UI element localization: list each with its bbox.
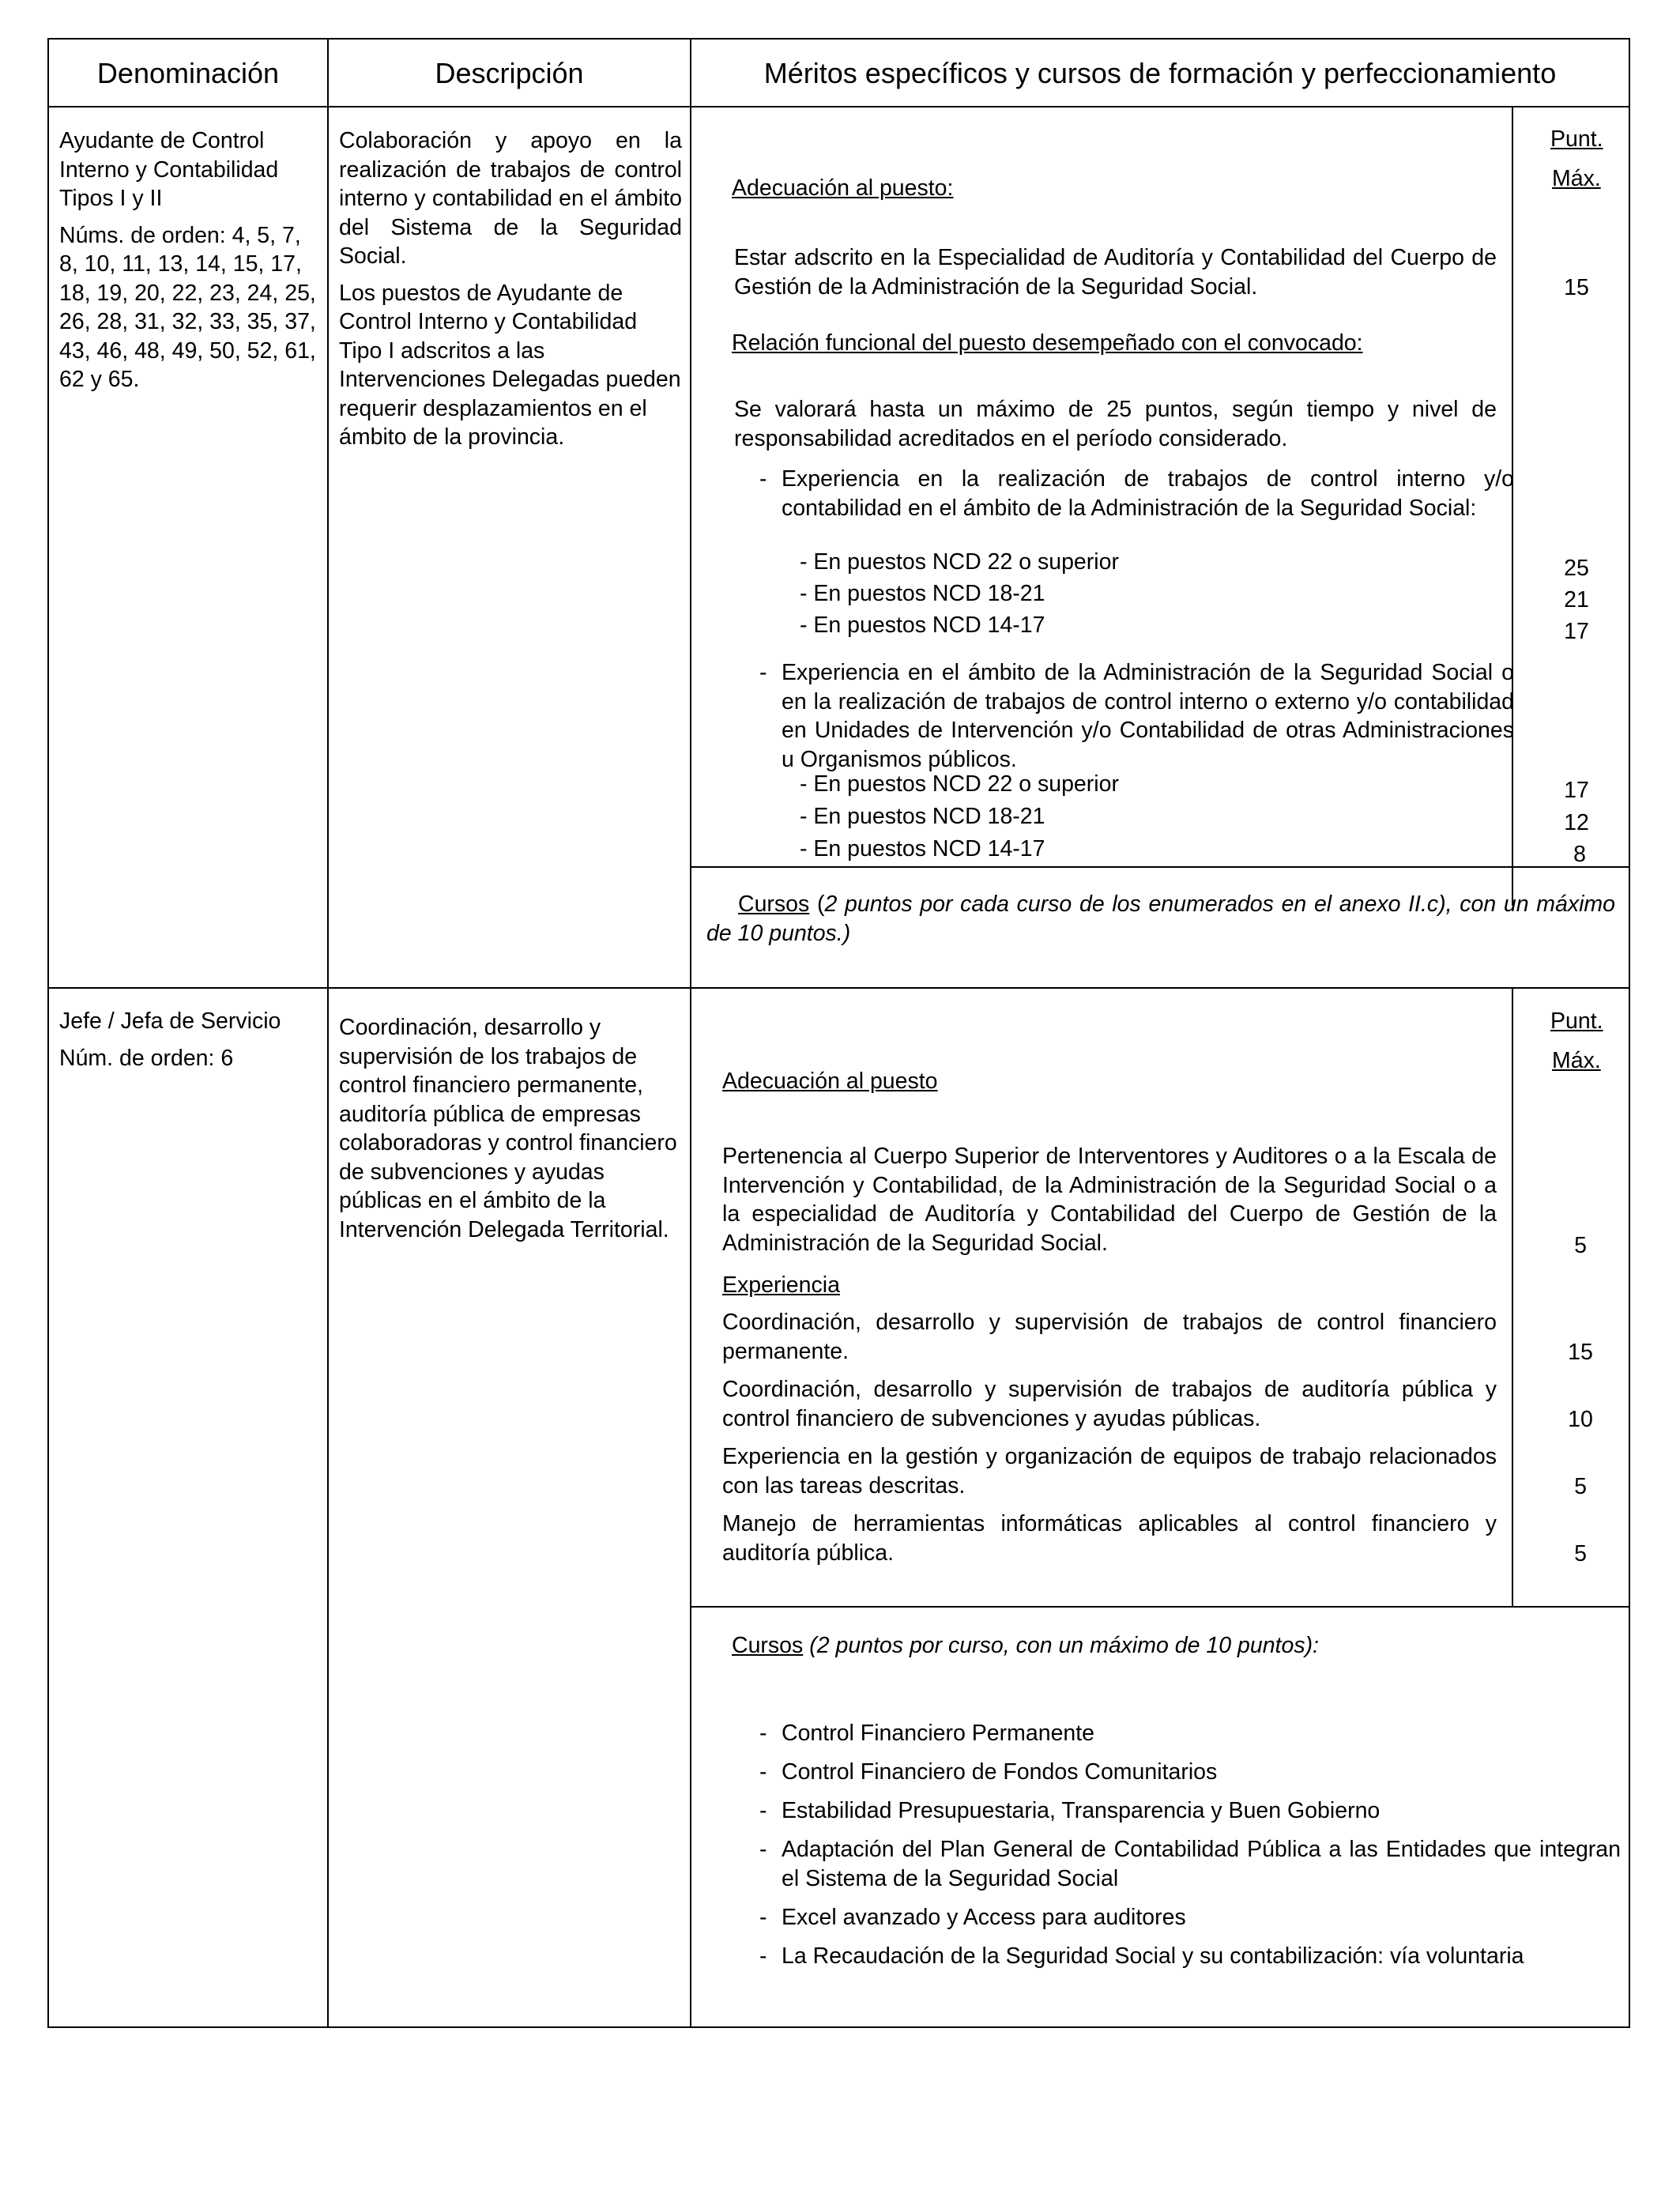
cursos-divider-row1 xyxy=(690,866,1629,868)
row2-cursos-italic: (2 puntos por curso, con un máximo de 10 puntos): xyxy=(809,1633,1319,1658)
merits-table xyxy=(47,38,1630,2028)
row1-exp1-item-1: - En puestos NCD 22 o superior xyxy=(800,549,1119,575)
header-denominacion: Denominación xyxy=(96,56,280,89)
row1-adecuacion-title: Adecuación al puesto: xyxy=(732,175,954,201)
row1-descripcion-p2: Los puestos de Ayudante de Control Interno y Contabilidad Tipo I adscritos a las Intervenciones Delegadas pueden requerir desplazamientos en el ámbito de la provincia. xyxy=(339,280,681,450)
row2-descripcion: Coordinación, desarrollo y supervisión de los trabajos de control financiero permanente, auditoría pública de empresas colaboradoras y control financiero de subvenciones y ayudas públicas en el ámbito de la Intervención Delegada Territorial. xyxy=(339,1015,677,1242)
row2-curso-1: - Control Financiero Permanente xyxy=(759,1719,1621,1751)
row1-descripcion-cell xyxy=(339,126,682,452)
row1-exp1-points-3: 17 xyxy=(1564,619,1589,644)
row2-exp-points-1: 15 xyxy=(1568,1340,1593,1365)
row1-descripcion-p1: Colaboración y apoyo en la realización de trabajos de control interno y contabilidad en el ámbito del Sistema de la Seguridad Social. xyxy=(339,128,682,269)
row1-exp2-points-3: 8 xyxy=(1573,842,1586,867)
row1-denominacion: Ayudante de Control Interno y Contabilidad Tipos I y II xyxy=(59,128,279,211)
row1-relacion-text: Se valorará hasta un máximo de 25 puntos, según tiempo y nivel de responsabilidad acreditados en el período considerado. xyxy=(734,397,1497,451)
row2-curso-2-text: Control Financiero de Fondos Comunitarios xyxy=(782,1759,1218,1785)
row2-ordenes: Núm. de orden: 6 xyxy=(59,1045,234,1071)
row2-adecuacion-points: 5 xyxy=(1574,1233,1587,1258)
row2-exp-item-3: Experiencia en la gestión y organización de equipos de trabajo relacionados con las tareas descritas. xyxy=(722,1444,1497,1498)
col-divider-2 xyxy=(690,40,691,2026)
row1-exp1: - Experiencia en la realización de trabajos de control interno y/o contabilidad en el ámbito de la Administración de la Seguridad Social: xyxy=(759,465,1514,552)
row2-curso-3: - Estabilidad Presupuestaria, Transparencia y Buen Gobierno xyxy=(759,1796,1621,1828)
row2-denominacion: Jefe / Jefa de Servicio xyxy=(59,1008,281,1034)
row2-exp-item-1: Coordinación, desarrollo y supervisión de trabajos de control financiero permanente. xyxy=(722,1310,1497,1364)
row1-adecuacion-points: 15 xyxy=(1564,275,1589,300)
row1-punt-label: Punt. xyxy=(1550,126,1603,152)
row2-denominacion-cell xyxy=(59,1007,320,1072)
row-divider xyxy=(49,987,1629,989)
row2-curso-3-text: Estabilidad Presupuestaria, Transparencia y Buen Gobierno xyxy=(782,1798,1381,1823)
row2-adecuacion-text: Pertenencia al Cuerpo Superior de Interventores y Auditores o a la Escala de Intervención y Contabilidad, de la Administración de la Seguridad Social o a la especialidad de Auditoría y Contabilidad del Cuerpo de Gestión de la Administración de la Seguridad Social. xyxy=(722,1144,1497,1256)
row2-punt-label: Punt. xyxy=(1550,1008,1603,1034)
row1-exp2-points-1: 17 xyxy=(1564,778,1589,803)
row1-ordenes: Núms. de orden: 4, 5, 7, 8, 10, 11, 13, 14, 15, 17, 18, 19, 20, 22, 23, 24, 25, 26, 28, 31, 32, 33, 35, 37, 43, 46, 48, 49, 50, 52, 61, 62 y 65. xyxy=(59,222,316,392)
row2-curso-6-text: La Recaudación de la Seguridad Social y su contabilización: vía voluntaria xyxy=(782,1943,1524,1969)
row1-cursos-italic: 2 puntos por cada curso de los enumerados en el anexo II.c), con un máximo de 10 puntos.) xyxy=(706,892,1616,946)
col-divider-1 xyxy=(327,40,329,2026)
row2-cursos-label: Cursos xyxy=(732,1633,804,1658)
row2-curso-5-text: Excel avanzado y Access para auditores xyxy=(782,1905,1186,1930)
row2-exp-points-4: 5 xyxy=(1574,1541,1587,1566)
row1-exp2-points-2: 12 xyxy=(1564,810,1589,835)
row2-exp-item-2: Coordinación, desarrollo y supervisión de trabajos de auditoría pública y control financiero de subvenciones y ayudas públicas. xyxy=(722,1377,1497,1431)
row2-curso-4-text: Adaptación del Plan General de Contabilidad Pública a las Entidades que integran el Sistema de la Seguridad Social xyxy=(782,1837,1621,1891)
row2-exp-points-2: 10 xyxy=(1568,1407,1593,1432)
row2-adecuacion-title: Adecuación al puesto xyxy=(722,1069,938,1094)
row1-exp2-text: Experiencia en el ámbito de la Administración de la Seguridad Social o en la realización de trabajos de control interno o externo y/o contabilidad en Unidades de Intervención y/o Contabilidad de otras Administraciones u Organismos públicos. xyxy=(782,660,1514,772)
row2-cursos xyxy=(732,1633,1319,1659)
row1-exp2-item-1: - En puestos NCD 22 o superior xyxy=(800,771,1119,797)
header-descripcion: Descripción xyxy=(435,56,584,89)
row1-exp1-item-3: - En puestos NCD 14-17 xyxy=(800,613,1045,638)
row2-curso-5: - Excel avanzado y Access para auditores xyxy=(759,1903,1621,1935)
points-divider-row2 xyxy=(1512,987,1513,1607)
row2-curso-2: - Control Financiero de Fondos Comunitarios xyxy=(759,1758,1621,1789)
row2-curso-4: - Adaptación del Plan General de Contabilidad Pública a las Entidades que integran el Sistema de la Seguridad Social xyxy=(759,1835,1621,1895)
row1-exp1-text: Experiencia en la realización de trabajos de control interno y/o contabilidad en el ámbito de la Administración de la Seguridad Social: xyxy=(782,466,1514,521)
row2-experiencia-title: Experiencia xyxy=(722,1272,840,1298)
row1-max-label: Máx. xyxy=(1552,166,1601,191)
row1-exp1-item-2: - En puestos NCD 18-21 xyxy=(800,581,1045,606)
header-meritos: Méritos específicos y cursos de formación y perfeccionamiento xyxy=(763,56,1557,89)
row1-exp1-points-2: 21 xyxy=(1564,587,1589,613)
row1-cursos-label: Cursos xyxy=(738,892,810,917)
row1-exp2: - Experiencia en el ámbito de la Administración de la Seguridad Social o en la realización de trabajos de control interno o externo y/o contabilidad en Unidades de Intervención y/o Contabilidad de otras Administraciones u Organismos públicos. xyxy=(759,658,1514,777)
row1-denominacion-cell xyxy=(59,126,320,394)
row2-max-label: Máx. xyxy=(1552,1048,1601,1073)
row1-exp2-item-3: - En puestos NCD 14-17 xyxy=(800,836,1045,861)
row2-curso-6: - La Recaudación de la Seguridad Social y su contabilización: vía voluntaria xyxy=(759,1942,1621,1973)
row2-curso-1-text: Control Financiero Permanente xyxy=(782,1721,1095,1746)
row2-exp-item-4: Manejo de herramientas informáticas aplicables al control financiero y auditoría pública. xyxy=(722,1511,1497,1566)
cursos-divider-row2 xyxy=(690,1606,1629,1608)
row1-exp1-points-1: 25 xyxy=(1564,556,1589,581)
row1-relacion-title: Relación funcional del puesto desempeñado con el convocado: xyxy=(732,330,1363,356)
row1-exp2-item-2: - En puestos NCD 18-21 xyxy=(800,804,1045,829)
row1-adecuacion-text: Estar adscrito en la Especialidad de Auditoría y Contabilidad del Cuerpo de Gestión de la Administración de la Seguridad Social. xyxy=(734,245,1497,300)
row1-cursos-open: ( xyxy=(816,892,825,917)
row2-exp-points-3: 5 xyxy=(1574,1474,1587,1499)
row1-cursos xyxy=(706,890,1615,948)
